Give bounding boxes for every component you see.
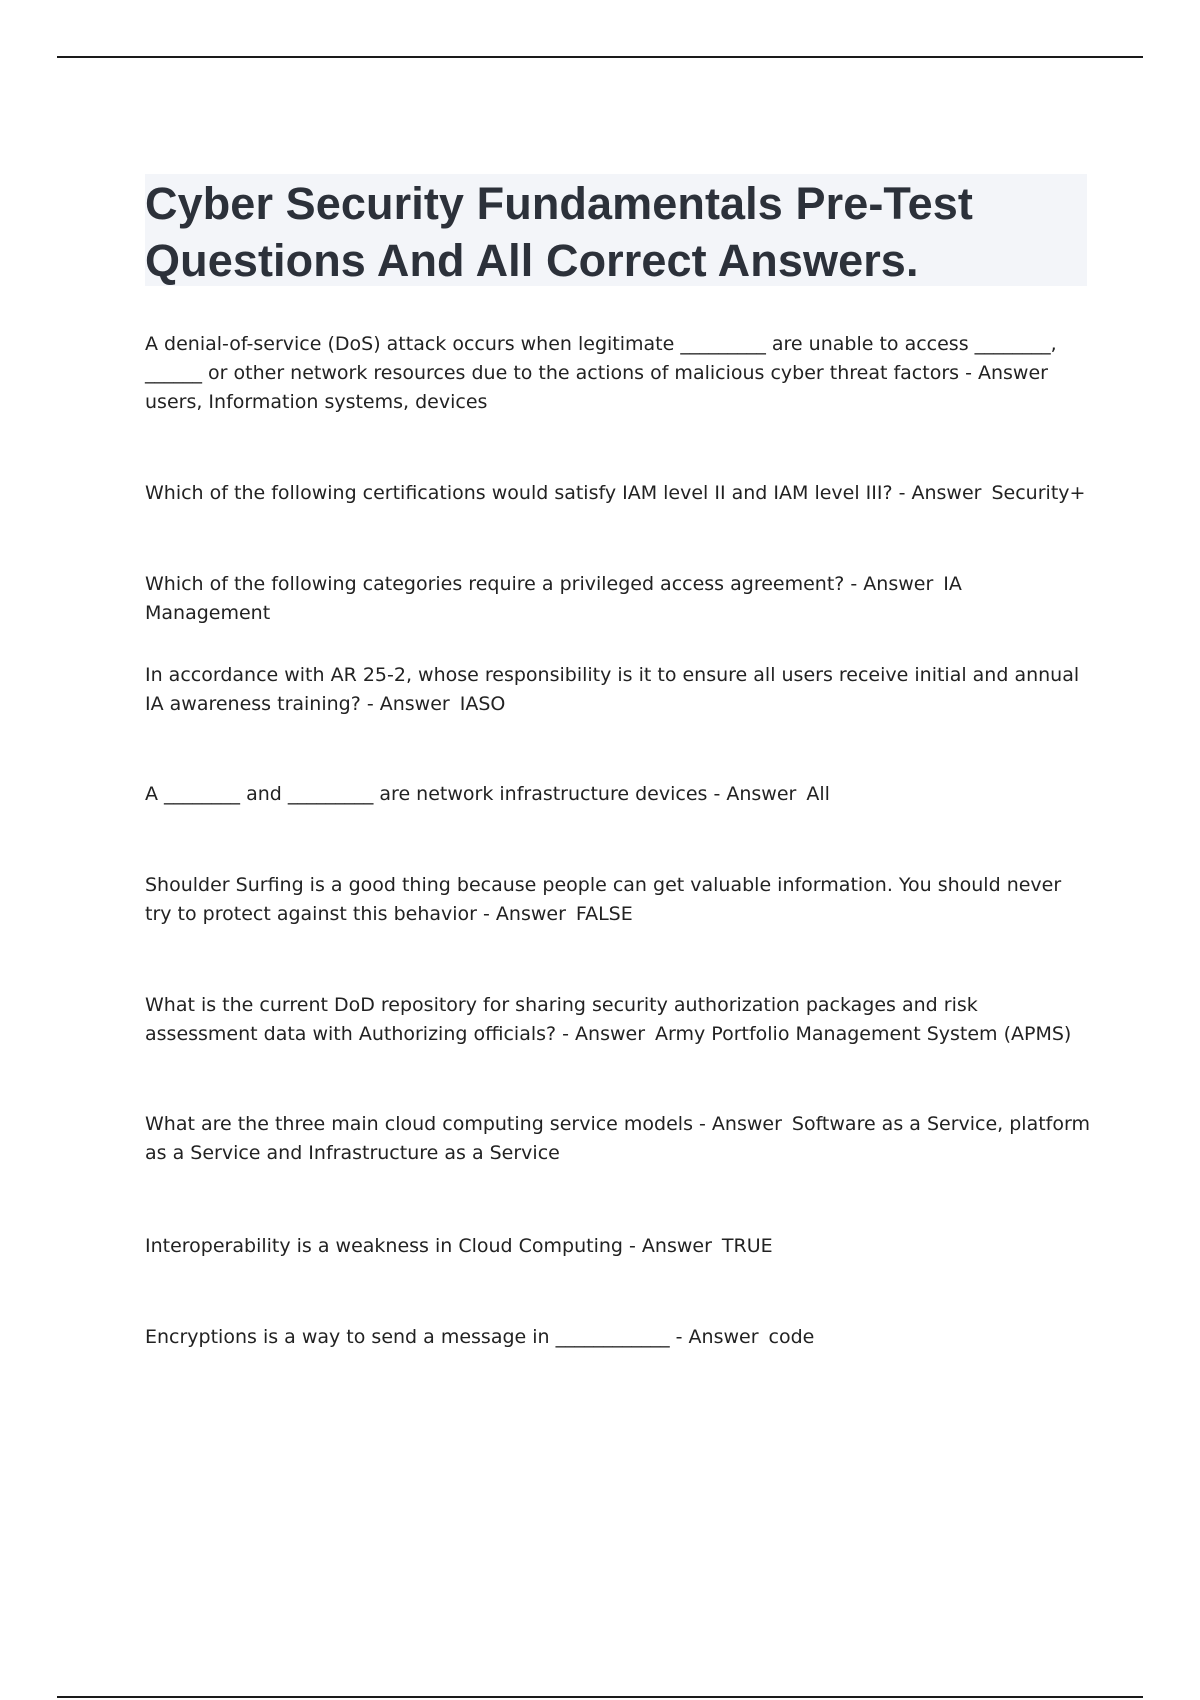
bottom-rule xyxy=(57,1696,1143,1698)
answer-text: code xyxy=(768,1326,815,1348)
question-text: In accordance with AR 25-2, whose responsibility is it to ensure all users receive initial and annual IA awareness training? - Answer xyxy=(145,664,1080,715)
document-title: Cyber Security Fundamentals Pre-Test Questions And All Correct Answers. xyxy=(145,178,974,286)
question-text: Which of the following categories require a privileged access agreement? - Answer xyxy=(145,573,934,595)
qa-item-6 xyxy=(145,871,1090,929)
qa-item-1 xyxy=(145,330,1090,417)
question-text: A ________ and _________ are network infrastructure devices - Answer xyxy=(145,783,797,805)
answer-text: All xyxy=(806,783,830,805)
qa-item-4 xyxy=(145,661,1090,719)
answer-text: Army Portfolio Management System (APMS) xyxy=(655,1023,1072,1045)
question-text: A denial-of-service (DoS) attack occurs when legitimate _________ are unable to access ________, ______ or other network resources due to the actions of malicious cyber threat factors - Answer xyxy=(145,333,1057,384)
qa-item-2 xyxy=(145,479,1090,508)
question-text: Interoperability is a weakness in Cloud Computing - Answer xyxy=(145,1235,712,1257)
answer-text: TRUE xyxy=(721,1235,773,1257)
answer-text: FALSE xyxy=(575,903,633,925)
answer-text: Security+ xyxy=(991,482,1086,504)
answer-text: users, Information systems, devices xyxy=(145,391,488,413)
qa-item-10 xyxy=(145,1323,1090,1352)
qa-item-9 xyxy=(145,1232,1090,1261)
question-text: What is the current DoD repository for sharing security authorization packages and risk assessment data with Authorizing officials? - Answer xyxy=(145,994,978,1045)
question-text: Encryptions is a way to send a message in ____________ - Answer xyxy=(145,1326,759,1348)
question-text: What are the three main cloud computing service models - Answer xyxy=(145,1113,782,1135)
question-text: Shoulder Surfing is a good thing because people can get valuable information. You should never try to protect against this behavior - Answer xyxy=(145,874,1062,925)
qa-item-7 xyxy=(145,991,1090,1049)
answer-text: Software as a Service, platform as a Service and Infrastructure as a Service xyxy=(145,1113,1090,1164)
qa-item-8 xyxy=(145,1110,1090,1168)
qa-item-3 xyxy=(145,570,1090,628)
top-rule xyxy=(57,56,1143,58)
answer-text: IA Management xyxy=(145,573,962,624)
question-text: Which of the following certifications would satisfy IAM level II and IAM level III? - Answer xyxy=(145,482,982,504)
qa-item-5 xyxy=(145,780,1090,809)
answer-text: IASO xyxy=(459,693,506,715)
